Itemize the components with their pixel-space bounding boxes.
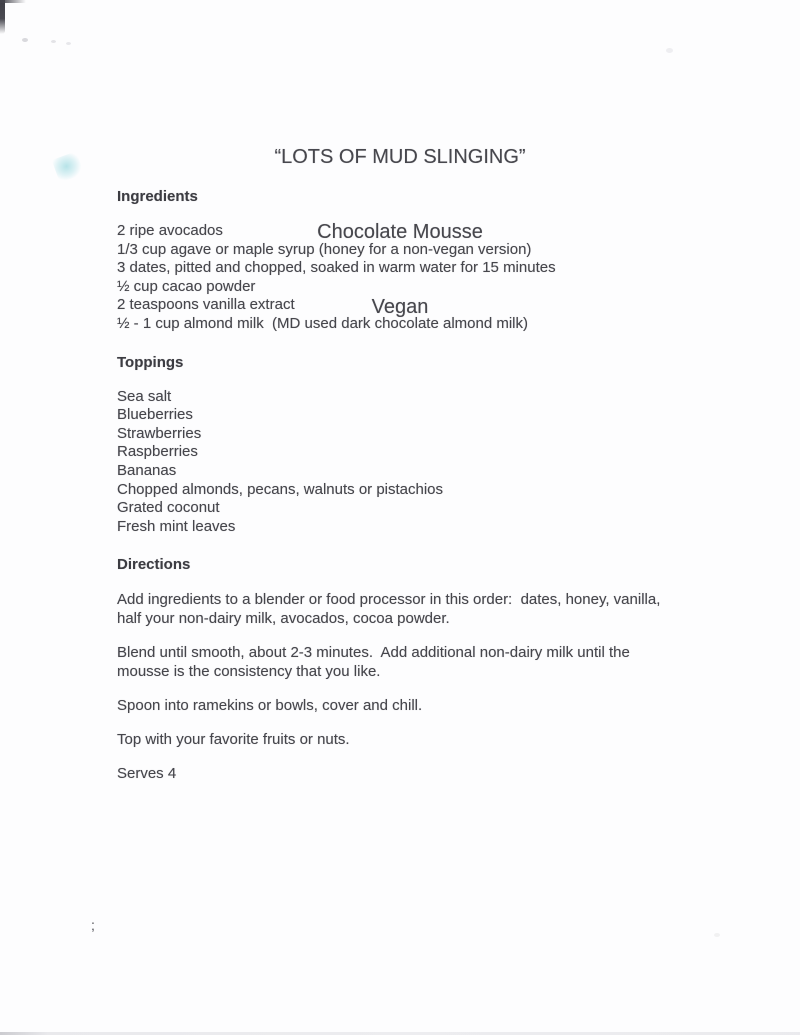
- ingredient-line: ½ cup cacao powder: [117, 277, 256, 295]
- serves-line: Serves 4: [117, 765, 177, 783]
- directions-heading: Directions: [117, 556, 191, 574]
- recipe-diet-label: Vegan: [371, 296, 429, 318]
- scan-speck: [66, 42, 71, 45]
- scan-speck: [51, 40, 56, 43]
- ingredient-line: 2 teaspoons vanilla extract: [117, 296, 295, 314]
- scan-edge-mark-top: [0, 0, 26, 3]
- toppings-list: [117, 388, 675, 537]
- ingredients-heading: Ingredients: [117, 188, 198, 205]
- direction-step: Blend until smooth, about 2-3 minutes. Add additional non-dairy milk until the mousse is the consistency that you like.: [117, 644, 634, 681]
- topping-line: Strawberries: [117, 424, 202, 442]
- topping-line: Grated coconut: [117, 499, 220, 517]
- topping-line: Raspberries: [117, 443, 198, 461]
- recipe-title: “LOTS OF MUD SLINGING”: [274, 146, 526, 168]
- toppings-heading: Toppings: [117, 353, 184, 371]
- scan-edge-mark: [0, 0, 5, 34]
- scan-speck: [666, 48, 673, 53]
- direction-step: Spoon into ramekins or bowls, cover and chill.: [117, 697, 423, 715]
- topping-line: Blueberries: [117, 406, 193, 424]
- ingredient-line: 3 dates, pitted and chopped, soaked in warm water for 15 minutes: [117, 259, 556, 277]
- topping-line: Sea salt: [117, 387, 172, 405]
- direction-step: Top with your favorite fruits or nuts.: [117, 731, 350, 749]
- topping-line: Fresh mint leaves: [117, 517, 236, 535]
- topping-line: Chopped almonds, pecans, walnuts or pistachios: [117, 480, 444, 498]
- stray-pen-mark: ;: [91, 917, 95, 933]
- ingredients-list: [117, 222, 675, 334]
- recipe-body: [117, 187, 675, 783]
- ingredient-line: 1/3 cup agave or maple syrup (honey for a non-vegan version): [117, 240, 532, 258]
- scan-speck: [22, 38, 28, 42]
- ingredient-line: 2 ripe avocados: [117, 222, 223, 239]
- scan-speck: [714, 933, 720, 937]
- direction-step: Add ingredients to a blender or food processor in this order: dates, honey, vanilla, half your non-dairy milk, avocados, cocoa powder.: [117, 591, 665, 628]
- recipe-subtitle: Chocolate Mousse: [317, 221, 483, 243]
- ingredient-line: ½ - 1 cup almond milk (MD used dark chocolate almond milk): [117, 314, 528, 332]
- topping-line: Bananas: [117, 461, 177, 479]
